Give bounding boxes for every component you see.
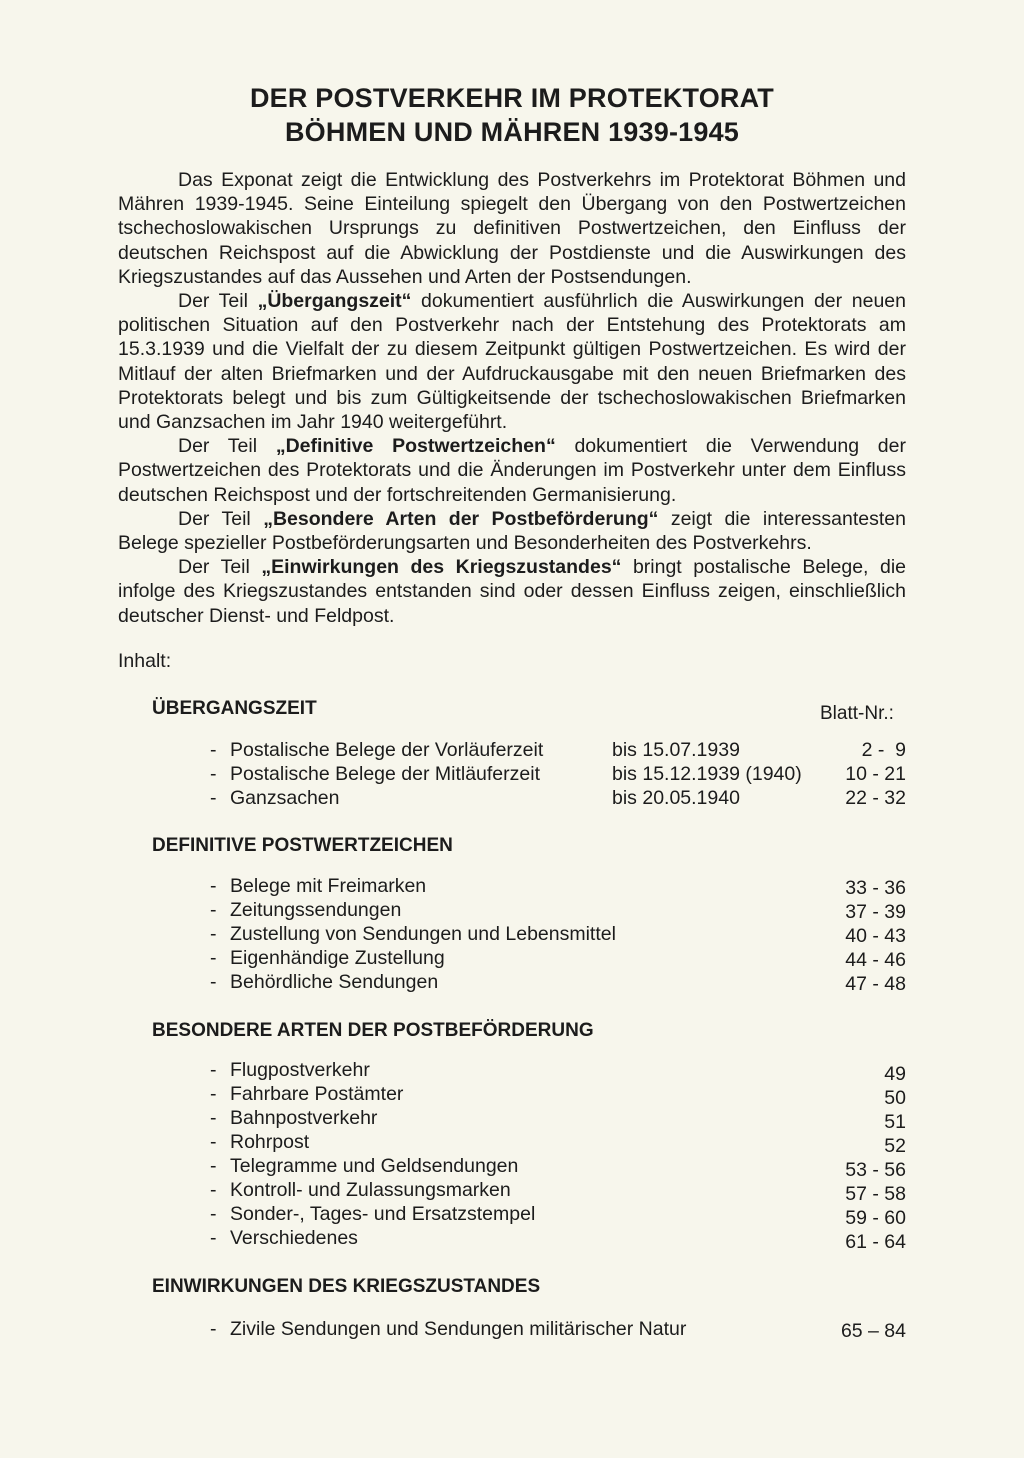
contents-row — [0, 898, 1024, 922]
row-pages: 65 – 84 — [840, 1320, 906, 1342]
row-label: Sonder-, Tages- und Ersatzstempel — [230, 1203, 536, 1225]
section-heading-einwirkungen: EINWIRKUNGEN DES KRIEGSZUSTANDES — [152, 1276, 541, 1297]
row-pages: 44 - 46 — [845, 949, 906, 971]
contents-row — [0, 762, 1024, 786]
intro-paragraph-4 — [118, 507, 906, 555]
contents-row — [0, 874, 1024, 898]
row-pages: 10 - 21 — [845, 763, 906, 785]
row-label: Ganzsachen — [230, 787, 340, 809]
contents-row — [0, 1226, 1024, 1253]
contents-row — [0, 922, 1024, 946]
row-label: Rohrpost — [230, 1131, 310, 1153]
row-label: Kontroll- und Zulassungsmarken — [230, 1179, 511, 1201]
list-dash: - — [210, 947, 217, 969]
row-label: Bahnpostverkehr — [230, 1107, 378, 1129]
row-pages: 49 — [884, 1063, 906, 1085]
list-dash: - — [210, 1131, 217, 1153]
part-name-einwirkungen: „Einwirkungen des Kriegszustandes“ — [261, 556, 622, 579]
row-pages: 51 — [884, 1111, 906, 1133]
part-name-definitive: „Definitive Postwertzeichen“ — [275, 435, 556, 458]
blatt-nr-label: Blatt-Nr.: — [820, 703, 894, 724]
page-title-line-1: DER POSTVERKEHR IM PROTEKTORAT — [249, 83, 775, 113]
contents-row — [0, 1082, 1024, 1109]
list-dash: - — [210, 763, 217, 785]
row-pages: 61 - 64 — [845, 1231, 906, 1253]
intro-paragraph-5 — [118, 555, 906, 628]
row-pages: 53 - 56 — [845, 1159, 906, 1181]
section-heading-definitive: DEFINITIVE POSTWERTZEICHEN — [152, 835, 453, 856]
row-label: Zeitungssendungen — [230, 899, 402, 921]
paragraph-body: bringt postalische Belege, die infolge des Kriegszustandes entstanden sind oder dessen Einfluss zeigen, einschließlich deutscher Dienst- und Feldpost. — [118, 556, 906, 627]
row-date: bis 15.12.1939 (1940) — [612, 763, 802, 785]
row-label: Behördliche Sendungen — [230, 971, 439, 993]
page-title-line-2: BÖHMEN UND MÄHREN 1939-1945 — [284, 117, 739, 147]
paragraph-body: dokumentiert ausführlich die Auswirkungen der neuen politischen Situation auf den Postverkehr nach der Entstehung des Protektorats am 15.3.1939 und die Vielfalt der zu diesem Zeitpunkt gültigen Postwertzeichen. Es wird der Mitlauf der alten Briefmarken und der Aufdruckausgabe mit den neuen Briefmarken des Protektorats belegt und bis zum Gültigkeitsende der tschechoslowakischen Briefmarken und Ganzsachen im Jahr 1940 weitergeführt. — [118, 290, 906, 434]
list-dash: - — [210, 899, 217, 921]
row-pages: 33 - 36 — [845, 877, 906, 899]
list-dash: - — [210, 1203, 217, 1225]
section-heading-uebergangszeit: ÜBERGANGSZEIT — [152, 698, 317, 719]
row-pages: 2 - 9 — [861, 739, 906, 761]
row-pages: 47 - 48 — [845, 973, 906, 995]
contents-row — [0, 1106, 1024, 1133]
list-dash: - — [210, 739, 217, 761]
paragraph-body: dokumentiert die Verwendung der Postwertzeichen des Protektorats und die Änderungen im Postverkehr unter dem Einfluss deutschen Reichspost und der fortschreitenden Germanisierung. — [118, 435, 906, 506]
contents-row — [0, 738, 1024, 762]
section-heading-besondere-arten: BESONDERE ARTEN DER POSTBEFÖRDERUNG — [152, 1020, 594, 1041]
intro-paragraph-2 — [118, 289, 906, 434]
contents-row — [0, 1202, 1024, 1229]
row-label: Zivile Sendungen und Sendungen militärischer Natur — [230, 1318, 687, 1340]
row-pages: 57 - 58 — [845, 1183, 906, 1205]
row-label: Zustellung von Sendungen und Lebensmittel — [230, 923, 616, 945]
paragraph-prefix: Der Teil — [178, 507, 264, 530]
row-pages: 52 — [884, 1135, 906, 1157]
row-pages: 40 - 43 — [845, 925, 906, 947]
contents-row — [0, 1317, 1024, 1341]
list-dash: - — [210, 787, 217, 809]
row-pages: 37 - 39 — [845, 901, 906, 923]
list-dash: - — [210, 1059, 217, 1081]
contents-row — [0, 1154, 1024, 1181]
contents-row — [0, 970, 1024, 994]
contents-row — [0, 1130, 1024, 1157]
paragraph-body: zeigt die interessantesten Belege spezieller Postbeförderungsarten und Besonderheiten des Postverkehrs. — [118, 507, 906, 555]
row-label: Eigenhändige Zustellung — [230, 947, 445, 969]
part-name-besondere-arten: „Besondere Arten der Postbeförderung“ — [263, 507, 659, 530]
list-dash: - — [210, 1155, 217, 1177]
row-date: bis 15.07.1939 — [612, 739, 740, 761]
paragraph-prefix: Der Teil — [178, 290, 258, 313]
row-label: Fahrbare Postämter — [230, 1083, 404, 1105]
row-pages: 22 - 32 — [845, 787, 906, 809]
list-dash: - — [210, 1083, 217, 1105]
row-label: Postalische Belege der Mitläuferzeit — [230, 763, 540, 785]
intro-paragraph-3 — [118, 434, 906, 507]
intro-paragraph-1: Das Exponat zeigt die Entwicklung des Postverkehrs im Protektorat Böhmen und Mähren 1939-1945. Seine Einteilung spiegelt den Übergang von den Postwertzeichen tschechoslowakischen Ursprungs zu definitiven Postwertzeichen, den Einfluss der deutschen Reichspost auf die Abwicklung der Postdienste und die Auswirkungen des Kriegszustandes auf das Aussehen und Arten der Postsendungen. — [118, 169, 906, 288]
row-label: Verschiedenes — [230, 1227, 358, 1249]
list-dash: - — [210, 875, 217, 897]
list-dash: - — [210, 1107, 217, 1129]
list-dash: - — [210, 1227, 217, 1249]
contents-row — [0, 946, 1024, 970]
contents-row — [0, 786, 1024, 810]
row-pages: 50 — [884, 1087, 906, 1109]
list-dash: - — [210, 1179, 217, 1201]
list-dash: - — [210, 923, 217, 945]
row-label: Flugpostverkehr — [230, 1059, 370, 1081]
row-label: Belege mit Freimarken — [230, 875, 427, 897]
row-label: Telegramme und Geldsendungen — [230, 1155, 519, 1177]
contents-label: Inhalt: — [118, 650, 172, 672]
part-name-uebergangszeit: „Übergangszeit“ — [257, 290, 412, 313]
contents-row — [0, 1058, 1024, 1085]
row-label: Postalische Belege der Vorläuferzeit — [230, 739, 544, 761]
intro-text — [118, 168, 906, 628]
list-dash: - — [210, 971, 217, 993]
contents-row — [0, 1178, 1024, 1205]
row-pages: 59 - 60 — [845, 1207, 906, 1229]
row-date: bis 20.05.1940 — [612, 787, 740, 809]
paragraph-prefix: Der Teil — [178, 435, 276, 458]
list-dash: - — [210, 1318, 217, 1340]
paragraph-prefix: Der Teil — [178, 556, 262, 579]
